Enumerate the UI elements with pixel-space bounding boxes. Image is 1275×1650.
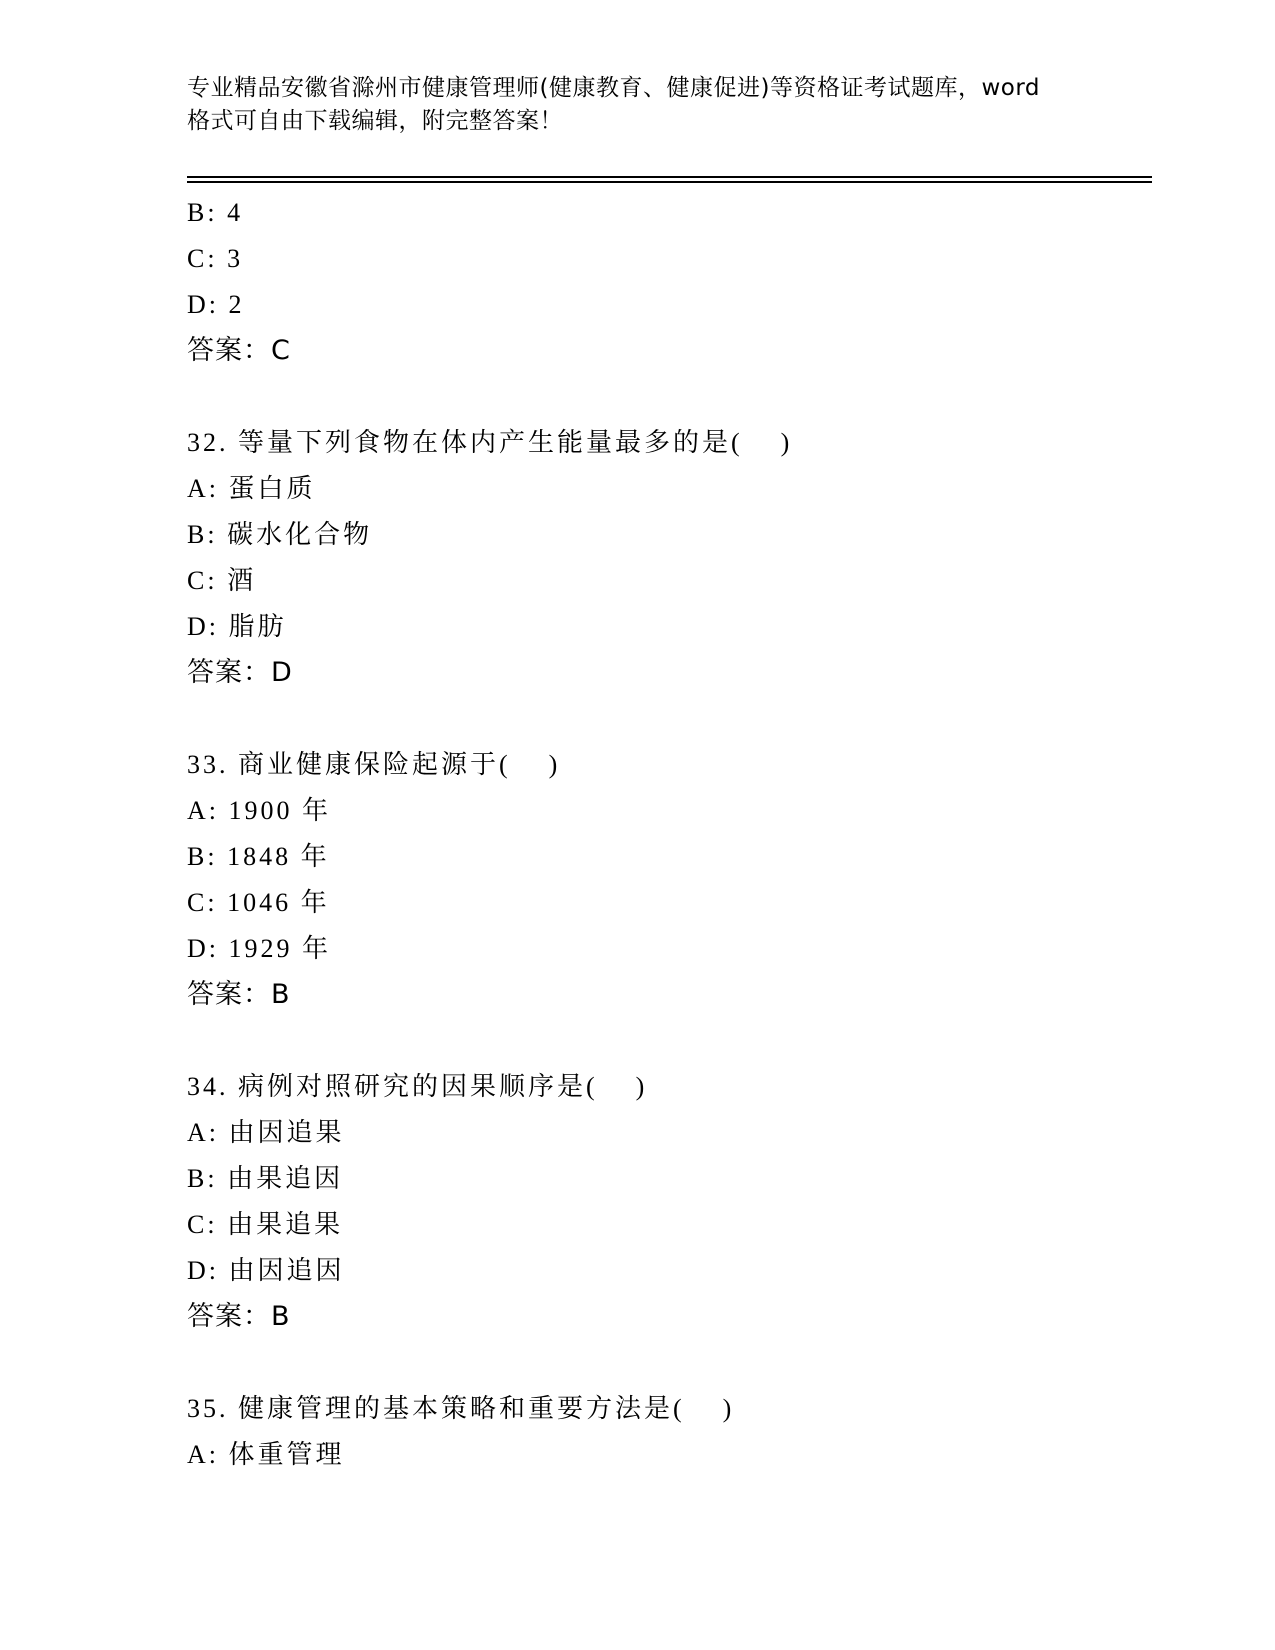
option-text: D: 脂肪 [187,612,287,641]
option-text: C: 1046 年 [187,888,330,917]
option-text: A: 由因追果 [187,1118,345,1147]
option-text: A: 蛋白质 [187,474,316,503]
option-text: D: 由因追因 [187,1256,345,1285]
option-text: B: 4 [187,198,244,227]
section-gap [187,1340,1152,1386]
section-gap [187,374,1152,420]
option-text: B: 由果追因 [187,1164,344,1193]
option-text: C: 由果追果 [187,1210,344,1239]
option-text: B: 碳水化合物 [187,520,373,549]
option-text: D: 2 [187,290,245,319]
section-gap [187,696,1152,742]
question-list [187,190,1152,1478]
document-header [187,72,1107,138]
option-text: C: 3 [187,244,244,273]
answer-text: 答案：C [187,335,291,366]
question-text: 35. 健康管理的基本策略和重要方法是( ) [187,1394,735,1423]
option-text: B: 1848 年 [187,842,330,871]
question-text: 33. 商业健康保险起源于( ) [187,750,561,779]
option-text: C: 酒 [187,566,257,595]
question-text: 32. 等量下列食物在体内产生能量最多的是( ) [187,428,793,457]
header-rule-bottom [187,181,1152,183]
answer-text: 答案：B [187,1301,291,1332]
section-gap [187,1018,1152,1064]
question-text: 34. 病例对照研究的因果顺序是( ) [187,1072,648,1101]
option-text: D: 1929 年 [187,934,332,963]
answer-text: 答案：D [187,657,293,688]
header-line-1: 专业精品安徽省滁州市健康管理师(健康教育、健康促进)等资格证考试题库，word [187,75,1040,101]
option-text: A: 1900 年 [187,796,332,825]
option-text: A: 体重管理 [187,1440,345,1469]
header-rule-top [187,176,1152,178]
answer-text: 答案：B [187,979,291,1010]
header-line-2: 格式可自由下载编辑，附完整答案！ [187,108,563,134]
